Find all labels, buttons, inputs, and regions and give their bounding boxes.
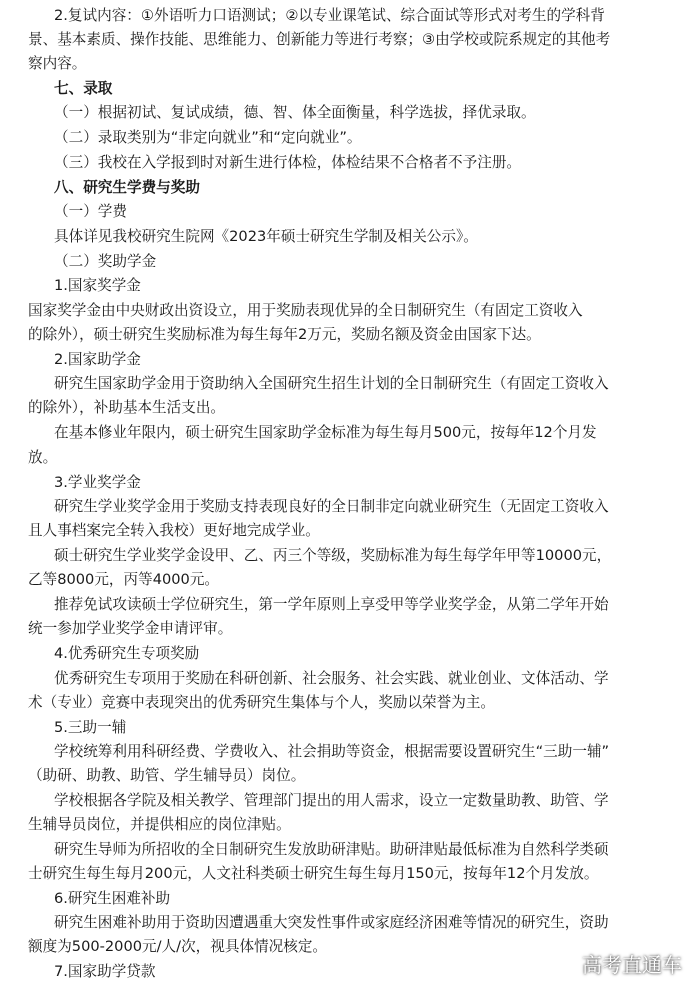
text-line: 的除外），硕士研究生奖励标准为每生每年2万元，奖励名额及资金由国家下达。: [28, 326, 541, 343]
text-line: 研究生国家助学金用于资助纳入全国研究生招生计划的全日制研究生（有固定工资收入: [54, 375, 609, 392]
text-line: 具体详见我校研究生院网《2023年硕士研究生学制及相关公示》。: [54, 228, 478, 245]
text-line: 优秀研究生专项用于奖励在科研创新、社会服务、社会实践、就业创业、文体活动、学: [54, 670, 609, 687]
text-line: 在基本修业年限内，硕士研究生国家助学金标准为每生每月500元，按每年12个月发: [54, 424, 597, 441]
item-title: 7.国家助学贷款: [54, 963, 156, 980]
text-line: 推荐免试攻读硕士学位研究生，第一学年原则上享受甲等学业奖学金，从第二学年开始: [54, 596, 609, 613]
text-line: 士研究生每生每月200元，人文社科类硕士研究生每生每月150元，按每年12个月发放。: [28, 865, 599, 882]
text-line: 察内容。: [28, 55, 87, 72]
section-heading: 八、研究生学费与奖助: [54, 179, 200, 196]
text-line: 研究生困难补助用于资助因遭遇重大突发性事件或家庭经济困难等情况的研究生，资助: [54, 914, 609, 931]
section-heading: 七、录取: [54, 80, 113, 97]
text-line: 乙等8000元，丙等4000元。: [28, 571, 220, 588]
text-line: 术（专业）竞赛中表现突出的优秀研究生集体与个人，奖励以荣誉为主。: [28, 694, 496, 711]
item-title: 1.国家奖学金: [54, 277, 141, 294]
text-line: （一）根据初试、复试成绩，德、智、体全面衡量，科学选拔，择优录取。: [54, 104, 536, 121]
text-line: 额度为500-2000元/人/次，视具体情况核定。: [28, 938, 328, 955]
text-line: 学校统筹利用科研经费、学费收入、社会捐助等资金，根据需要设置研究生“三助一辅”: [54, 743, 610, 760]
text-line: 统一参加学业奖学金申请评审。: [28, 620, 233, 637]
item-title: 5.三助一辅: [54, 719, 127, 736]
text-line: （二）录取类别为“非定向就业”和“定向就业”。: [54, 129, 362, 146]
text-line: （助研、助教、助管、学生辅导员）岗位。: [28, 767, 306, 784]
text-line: 2.复试内容：①外语听力口语测试；②以专业课笔试、综合面试等形式对考生的学科背: [54, 7, 605, 24]
text-line: 硕士研究生学业奖学金设甲、乙、丙三个等级，奖励标准为每生每学年甲等10000元，: [54, 547, 612, 564]
text-line: 学校根据各学院及相关教学、管理部门提出的用人需求，设立一定数量助教、助管、学: [54, 792, 609, 809]
watermark-text: 高考直通车: [582, 953, 682, 977]
text-line: 且人事档案完全转入我校）更好地完成学业。: [28, 522, 320, 539]
item-title: 3.学业奖学金: [54, 474, 141, 491]
text-line: 研究生学业奖学金用于奖励支持表现良好的全日制非定向就业研究生（无固定工资收入: [54, 498, 609, 515]
text-line: 生辅导员岗位，并提供相应的岗位津贴。: [28, 816, 291, 833]
item-title: 2.国家助学金: [54, 351, 141, 368]
text-line: 放。: [28, 449, 58, 466]
subheading: （二）奖助学金: [54, 253, 157, 270]
item-title: 4.优秀研究生专项奖励: [54, 645, 200, 662]
text-line: 研究生导师为所招收的全日制研究生发放助研津贴。助研津贴最低标准为自然科学类硕: [54, 841, 609, 858]
text-line: 的除外），补助基本生活支出。: [28, 399, 226, 416]
subheading: （一）学费: [54, 203, 127, 220]
text-line: （三）我校在入学报到时对新生进行体检，体检结果不合格者不予注册。: [54, 154, 522, 171]
text-line: 国家奖学金由中央财政出资设立，用于奖励表现优异的全日制研究生（有固定工资收入: [28, 302, 583, 319]
item-title: 6.研究生困难补助: [54, 890, 171, 907]
text-line: 景、基本素质、操作技能、思维能力、创新能力等进行考察；③由学校或院系规定的其他考: [28, 31, 611, 48]
